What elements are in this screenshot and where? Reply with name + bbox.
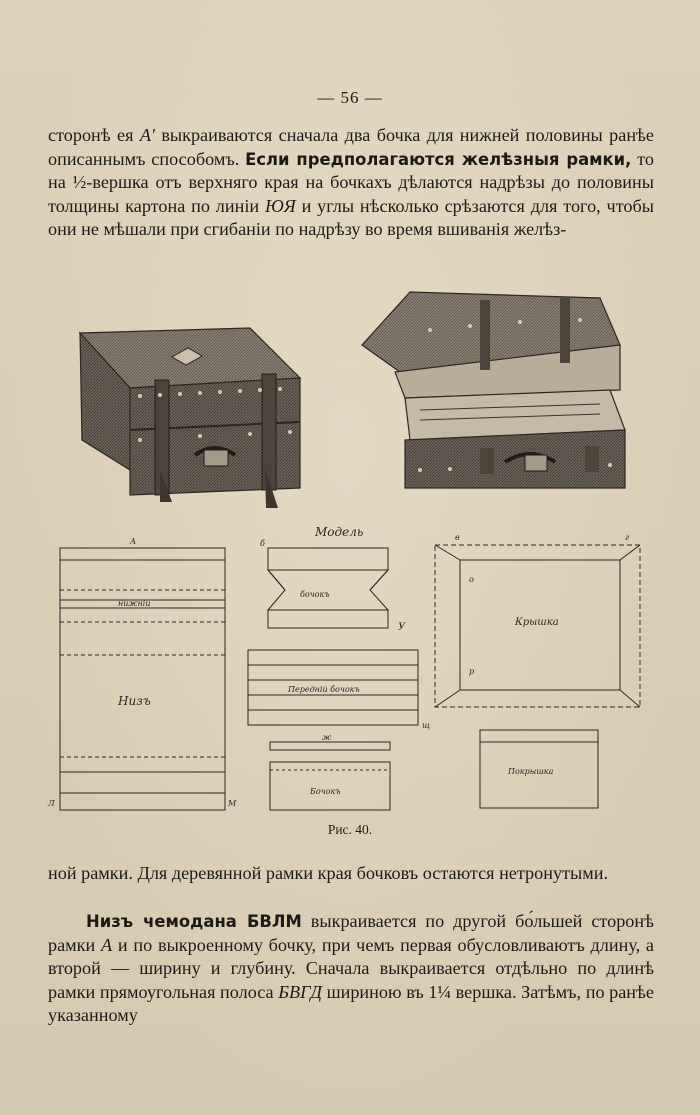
top-text-4: и углы нѣсколько срѣзаются для того, чтобы они не мѣшали при сгибаніи по надрѣзу во время вшиванія желѣз- (48, 195, 654, 240)
letter-g: г (625, 533, 630, 542)
letters-bvgd: БВГД (278, 981, 322, 1002)
letter-zh: ж (322, 733, 332, 742)
letter-r: р (469, 667, 475, 676)
open-suitcase-illustration (362, 292, 625, 488)
pokrishka-label: Покрышка (508, 767, 554, 776)
title-model-label: Модель (315, 525, 364, 539)
bold-phrase-iron-frames: Если предполагаются желѣзныя рамки, (245, 149, 632, 169)
bottom-text-3: шириною въ 1¼ вершка. Затѣмъ, по ранѣе указанному (48, 981, 654, 1026)
pattern-labels (47, 525, 629, 808)
letter-b: б (260, 539, 265, 548)
letters-yu-ya: ЮЯ (264, 195, 296, 216)
krishka-label: Крышка (515, 617, 559, 628)
figure-caption: Рис. 40. (327, 822, 373, 837)
bottom-pattern (60, 548, 225, 810)
top-text-1: сторонѣ ея (48, 125, 140, 145)
bold-phrase-bottom-of-suitcase: Низъ чемодана БВЛМ (86, 912, 302, 931)
closed-suitcase-illustration (80, 328, 300, 508)
front-side-label: Передній бочокъ (288, 685, 360, 694)
top-text-2: выкраиваются сначала два бочка для нижней половины ранѣе описаннымъ способомъ. (48, 125, 654, 169)
letter-a: А (130, 537, 137, 546)
bottom-paragraph-2 (48, 910, 654, 1028)
letter-l: Л (48, 799, 55, 808)
letter-a-prime: A′ (139, 125, 155, 145)
letter-u: У (398, 622, 406, 633)
letter-shch: щ (422, 721, 431, 730)
nizhnii-label: нижній (118, 599, 151, 608)
bottom-text-2: и по выкроенному бочку, при чемъ первая обусловливаютъ длину, а второй — ширину и глубину. Сначала выкраивается отдѣльно по длинѣ рамки прямоугольная полоса (48, 934, 654, 1002)
letter-a-bottom: А (101, 934, 113, 955)
letter-v: в (455, 533, 460, 542)
bottom-text-1: выкраивается по другой бо́льшей сторонѣ рамки (48, 911, 654, 955)
page-number: — 56 — (317, 88, 383, 107)
letter-m: М (228, 799, 237, 808)
bochok-top-label: бочокъ (300, 590, 330, 599)
bottom-paragraph-1: ной рамки. Для деревянной рамки края бочковъ остаются нетронутыми. (48, 863, 609, 883)
bochok-label: Бочокъ (310, 787, 341, 796)
top-text-3: то на ½-вершка отъ верхняго края на бочкахъ дѣлаются надрѣзы до половины толщины картона по линіи (48, 148, 654, 216)
niz-label: Низъ (118, 694, 151, 708)
letter-o: о (469, 575, 474, 584)
